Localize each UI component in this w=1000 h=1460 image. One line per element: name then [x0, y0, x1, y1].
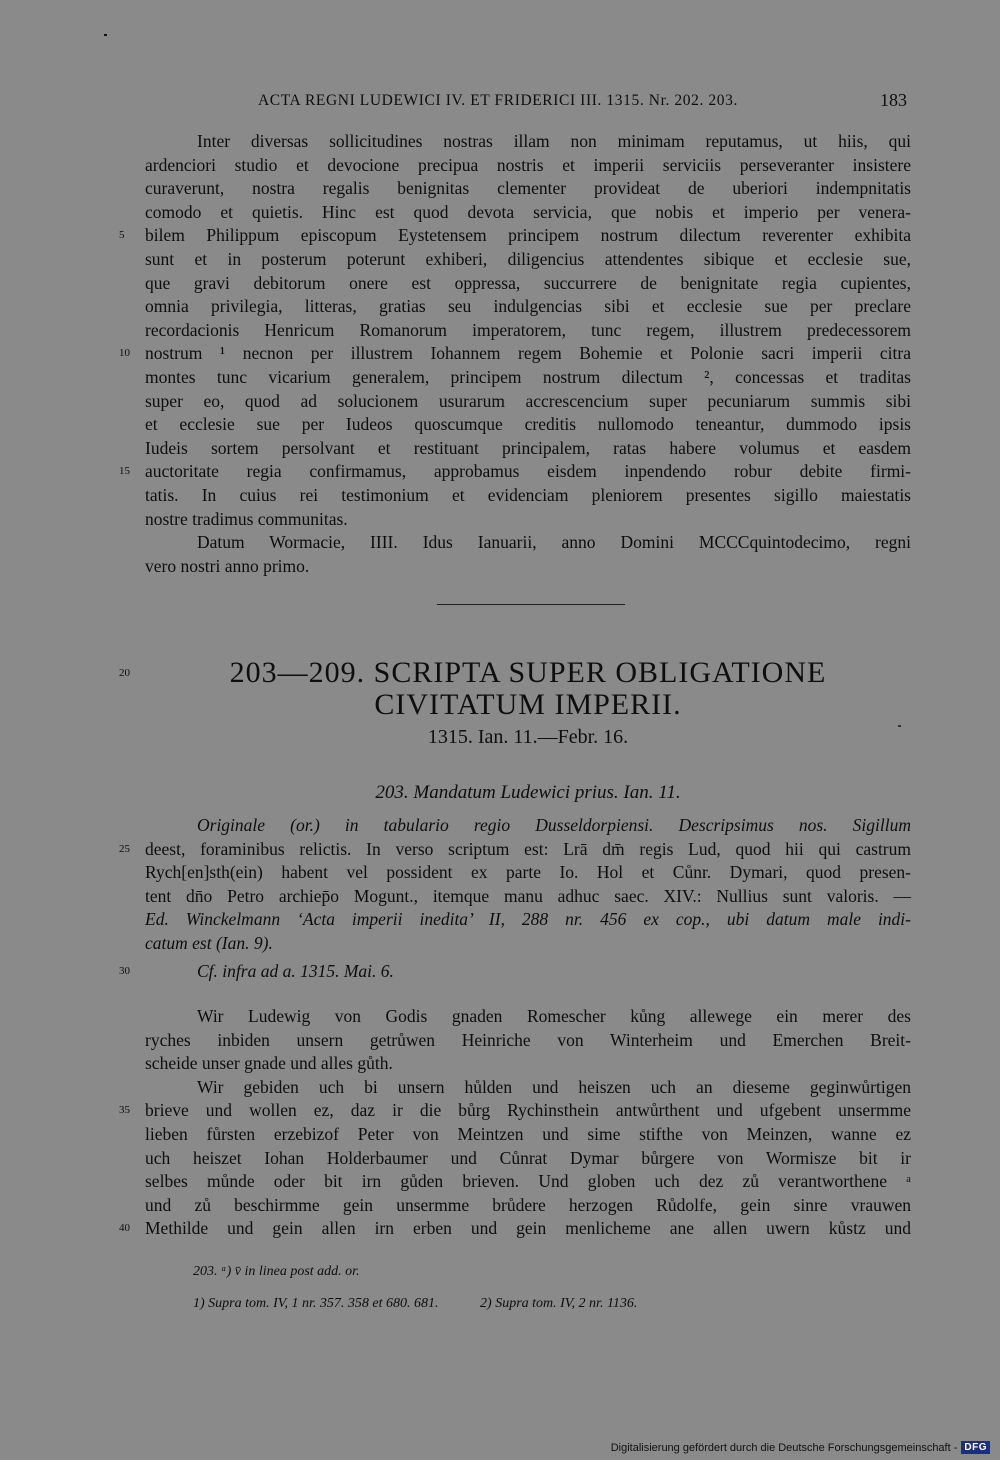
section-title-line1: 203—209. SCRIPTA SUPER OBLIGATIONE — [229, 656, 827, 689]
text-line — [145, 248, 911, 272]
line-text: deest, foraminibus relictis. In verso scriptum est: Lrā dm̄ regis Lud, quod hii qui castrum — [145, 838, 911, 859]
text-line — [119, 960, 911, 984]
digitization-credit — [611, 1441, 990, 1454]
text-line — [145, 908, 911, 932]
text-line — [119, 1217, 911, 1241]
text-line — [145, 555, 911, 579]
text-line — [119, 1099, 911, 1123]
section-date-range: 1315. Ian. 11.—Febr. 16. — [427, 726, 629, 748]
text-line — [145, 201, 911, 225]
line-number: 35 — [119, 1104, 130, 1117]
footnotes — [193, 1296, 675, 1312]
line-text: sunt et in posterum poterunt exhiberi, diligencius attendentes sibique et ecclesie sue, — [145, 248, 911, 269]
line-text: Wir gebiden uch bi unsern hůlden und heiszen uch an dieseme geginwůrtigen — [197, 1076, 911, 1097]
line-text: nostrum ¹ necnon per illustrem Iohannem regem Bohemie et Polonie sacri imperii citra — [145, 343, 911, 364]
text-line — [119, 838, 911, 862]
line-text: tatis. In cuius rei testimonium et evidenciam pleniorem presentes sigillo maiestatis — [145, 484, 911, 505]
section-divider — [437, 604, 625, 605]
text-line — [145, 390, 911, 414]
text-line — [145, 177, 911, 201]
text-line — [145, 1147, 911, 1171]
line-text: brieve und wollen ez, daz ir die bůrg Rychinsthein antwůrthent und ufgebent unsermme — [145, 1100, 911, 1121]
line-text: que gravi debitorum onere est oppressa, succurrere de benignitate regia cupientes, — [145, 272, 911, 293]
line-text: Rych[en]sth(ein) habent vel possident ex parte Io. Hol et Cůnr. Dymari, quod presen- — [145, 862, 911, 883]
text-line — [119, 224, 911, 248]
running-header — [0, 92, 1000, 116]
text-line — [145, 413, 911, 437]
document-203-text — [119, 1005, 911, 1241]
line-text: recordacionis Henricum Romanorum imperatorem, tunc regem, illustrem predecessorem — [145, 319, 911, 340]
text-line — [145, 295, 911, 319]
footnote-2: 2) Supra tom. IV, 2 nr. 1136. — [480, 1296, 638, 1311]
text-line — [145, 1005, 911, 1029]
text-line — [145, 437, 911, 461]
line-text: omnia privilegia, litteras, gratias seu indulgencias sibi et ecclesie sue per preclare — [145, 296, 911, 317]
text-line — [145, 508, 911, 532]
page-number: 183 — [880, 90, 907, 110]
line-text: catum est (Ian. 9). — [145, 932, 273, 953]
text-line — [145, 272, 911, 296]
credit-text: Digitalisierung gefördert durch die Deutsche Forschungsgemeinschaft - — [610, 1441, 958, 1454]
document-203-source-note — [119, 814, 911, 956]
line-number: 30 — [119, 965, 130, 977]
line-text: bilem Philippum episcopum Eystetensem principem nostrum dilectum reverenter exhibita — [145, 225, 911, 246]
line-number: 25 — [119, 842, 130, 855]
line-text: Originale (or.) in tabulario regio Dusseldorpiensi. Descripsimus nos. Sigillum — [197, 815, 911, 835]
line-text: Inter diversas sollicitudines nostras illam non minimam reputamus, ut hiis, qui — [197, 131, 911, 151]
line-number: 5 — [119, 229, 125, 242]
text-line — [145, 484, 911, 508]
text-line — [145, 932, 911, 956]
line-text: auctoritate regia confirmamus, approbamus eisdem inpendendo robur debite firmi- — [145, 461, 911, 482]
text-line — [119, 460, 911, 484]
line-text: super eo, quod ad solucionem usurarum accrescencium super pecuniarum summis sibi — [145, 390, 911, 411]
line-text: et ecclesie sue per Iudeos quoscumque creditis nullomodo teneantur, dummodo ipsis — [145, 414, 911, 435]
text-line — [145, 1029, 911, 1053]
line-text: vero nostri anno primo. — [145, 555, 310, 576]
text-line — [145, 814, 911, 838]
text-line — [145, 1052, 911, 1076]
footnote-a: 203. ᵃ) v̄ in linea post add. or. — [193, 1264, 360, 1279]
text-line — [145, 861, 911, 885]
document-203-cf-note — [119, 960, 911, 984]
text-line — [119, 342, 911, 366]
section-title-line2: CIVITATUM IMPERII. — [374, 688, 682, 721]
line-number: 40 — [119, 1222, 130, 1235]
line-text: uch heiszet Iohan Holderbaumer und Cůnrat Dymar bůrgere von Wormisze bit ir — [145, 1147, 911, 1168]
text-line — [145, 531, 911, 555]
text-line — [145, 1194, 911, 1218]
line-number: 10 — [119, 347, 130, 360]
document-203-heading: 203. Mandatum Ludewici prius. Ian. 11. — [375, 782, 681, 803]
text-line — [145, 319, 911, 343]
line-number: 20 — [119, 667, 130, 679]
line-text: Iudeis sortem persolvant et restituant principalem, ratas habere volumus et easdem — [145, 437, 911, 458]
line-text: montes tunc vicarium generalem, principem nostrum dilectum ², concessas et traditas — [145, 366, 911, 387]
text-line — [145, 366, 911, 390]
line-number: 15 — [119, 465, 130, 478]
line-text: comodo et quietis. Hinc est quod devota servicia, que nobis et imperio per venera- — [145, 201, 911, 222]
document-202-text — [119, 130, 911, 578]
text-line — [145, 1076, 911, 1100]
line-text: ryches inbiden unsern getrůwen Heinriche von Winterheim und Emerchen Breit- — [145, 1029, 911, 1050]
line-text: Wir Ludewig von Godis gnaden Romescher kůng allewege ein merer des — [197, 1006, 911, 1026]
line-text: tent dn̄o Petro archiep̄o Mogunt., itemque manu adhuc saec. XIV.: Nullius sunt valoris. — — [145, 885, 911, 906]
line-text: lieben fůrsten erzebizof Peter von Meintzen und sime stifthe von Meinzen, wanne ez — [145, 1123, 911, 1144]
text-line — [145, 1170, 911, 1194]
text-line — [145, 154, 911, 178]
footnote-1: 1) Supra tom. IV, 1 nr. 357. 358 et 680. 681. — [193, 1296, 439, 1311]
text-line — [145, 1123, 911, 1147]
line-text: nostre tradimus communitas. — [145, 508, 348, 529]
line-text: und zů beschirmme gein unsermme brůdere herzogen Růdolfe, gein sinre vrauwen — [145, 1194, 911, 1215]
text-line — [145, 885, 911, 909]
line-text: selbes můnde oder bit irn gůden brieven. Und globen uch dez zů verantworthene ᵃ — [145, 1171, 911, 1192]
dfg-logo: DFG — [961, 1441, 990, 1454]
line-text: Ed. Winckelmann ‘Acta imperii inedita’ II, 288 nr. 456 ex cop., ubi datum male indi- — [145, 909, 911, 930]
running-title: ACTA REGNI LUDEWICI IV. ET FRIDERICI III. 1315. Nr. 202. 203. — [258, 92, 738, 109]
line-text: Cf. infra ad a. 1315. Mai. 6. — [197, 961, 394, 981]
line-text: Datum Wormacie, IIII. Idus Ianuarii, anno Domini MCCCquintodecimo, regni — [197, 532, 911, 553]
text-line — [145, 130, 911, 154]
line-text: ardenciori studio et devocione precipua nostris et imperii serviciis perseveranter insistere — [145, 154, 911, 175]
scan-speck — [104, 34, 107, 36]
line-text: Methilde und gein allen irn erben und gein menlicheme ane allen uwern kůstz und — [145, 1218, 911, 1239]
line-text: curaverunt, nostra regalis benignitas clementer provideat de uberiori indempnitatis — [145, 178, 911, 199]
line-text: scheide unser gnade und alles gůth. — [145, 1053, 393, 1074]
